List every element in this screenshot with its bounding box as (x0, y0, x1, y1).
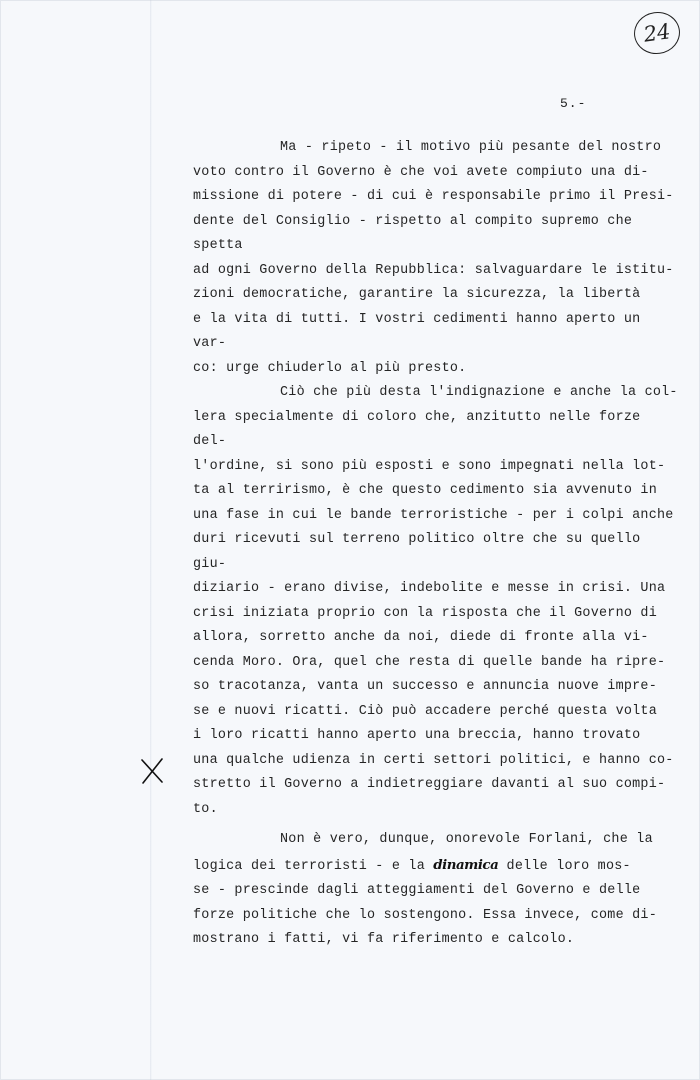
paragraph-1: Ma - ripeto - il motivo più pesante del nostro voto contro il Governo è che voi avete compiuto una di- missione di potere - di cui è responsabile primo il Presi- dente del Consiglio - rispetto al compito supremo che spetta ad ogni Governo della Repubblica: salvaguardare le istitu- zioni democratiche, garantire la sicurezza, la libertà e la vita di tutti. I vostri cedimenti hanno aperto un var- co: urge chiuderlo al più presto. (193, 140, 674, 376)
margin-x-mark-icon (140, 758, 164, 784)
paragraph-3-end: delle loro mos- se - prescinde dagli atteggiamenti del Governo e delle forze politiche che lo sostengono. Essa invece, come di- mostrano i fatti, vi fa riferimento e calcolo. (193, 858, 657, 947)
page-number: 5.- (560, 96, 587, 111)
paragraph-3 (193, 828, 678, 953)
handwritten-correction: dinamica (433, 856, 499, 873)
paragraph-2: Ciò che più desta l'indignazione e anche la col- lera specialmente di coloro che, anzitutto nelle forze del- l'ordine, si sono più esposti e sono impegnati nella lot- ta al terrirismo, è che questo cedimento sia avvenuto in una fase in cui le bande terroristiche - per i colpi anche duri ricevuti sul terreno politico oltre che su quello giu- diziario - erano divise, indebolite e messe in crisi. Una crisi iniziata proprio con la risposta che il Governo di allora, sorretto anche da noi, diede di fronte alla vi- cenda Moro. Ora, quel che resta di quelle bande ha ripre- so tracotanza, vanta un successo e annuncia nuove impre- se e nuovi ricatti. Ciò può accadere perché questa volta i loro ricatti hanno aperto una breccia, hanno trovato una qualche udienza in certi settori politici, e hanno co- stretto il Governo a indietreggiare davanti al suo compi- to. (193, 385, 678, 817)
paragraph-3-start: Non è vero, dunque, onorevole Forlani, che la logica dei terroristi - e la (193, 832, 653, 874)
paper-fold-shadow (150, 0, 152, 1080)
circled-archive-number (631, 9, 682, 57)
typed-body-text (193, 136, 678, 953)
archive-number-text: 24 (642, 19, 672, 47)
